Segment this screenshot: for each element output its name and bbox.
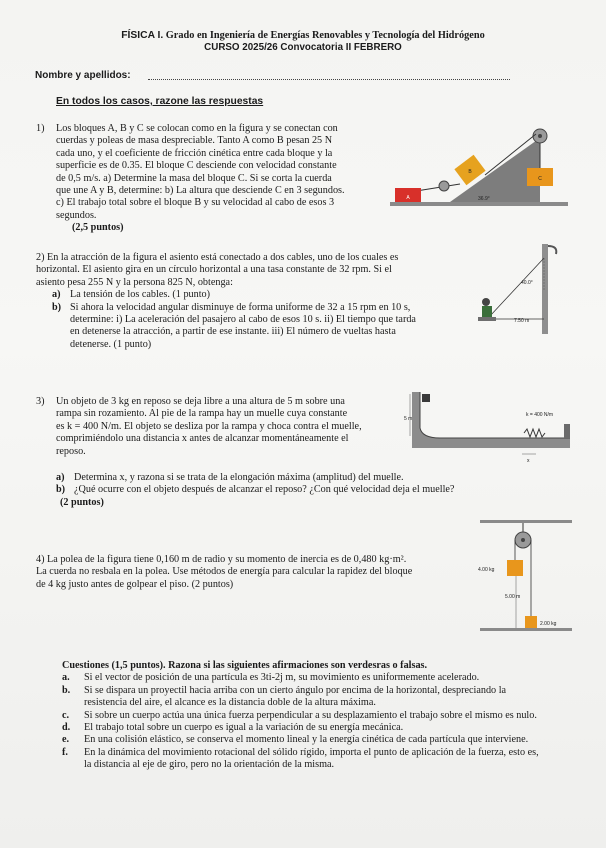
name-field-line[interactable] [148,79,510,80]
pulley-bottom [439,181,449,191]
q3-line: rampa sin rozamiento. Al pie de la rampa hay un muelle cuya constante [56,408,348,420]
q2-item-text [70,302,416,352]
q2-item-line: Si ahora la velocidad angular disminuye de forma uniforme de 32 a 15 rpm en 10 s, [70,301,411,313]
cuestion-f [62,747,592,772]
angled-cable [490,258,544,316]
cuestion-key: d. [62,722,71,734]
cuestion-line: la distancia al eje de giro, pero no la orientación de la misma. [84,759,335,771]
pole-hook [548,246,556,254]
q2-item-a [36,289,460,301]
q3-item-key: b) [56,484,66,496]
spring-coil [524,429,545,437]
q2-line: asiento pesa 255 N y la persona 825 N, obtenga: [36,276,233,288]
q2-item-key: a) [52,289,61,301]
mass1-label: 4.00 kg [478,567,495,573]
cuestion-key: f. [62,746,68,758]
pulley-axle [521,538,525,542]
cuestion-line: Si se dispara un proyectil hacia arriba con un cierto ángulo por encima de la horizontal, despreciando la [84,684,507,696]
carousel-pole [542,244,548,334]
cuestion-text: En una colisión elástico, se conserva el momento lineal y la energía cinética de cada partícula que interviene. [84,734,529,746]
q3-line: Un objeto de 3 kg en reposo se deja libre a una altura de 5 m sobre una [56,396,345,407]
q1-line: c) El trabajo total sobre el bloque B y su velocidad al cabo de esos 3 [56,197,335,209]
q3-number: 3) [36,396,45,407]
q4-line: de 4 kg justo antes de golpear el piso. (2 puntos) [36,578,234,590]
degree-name: Grado en Ingeniería de Energías Renovables y Tecnología del Hidrógeno [163,30,485,41]
rider-body [482,306,492,318]
cuestion-text: Si el vector de posición de una partícula es 3ti-2j m, su movimiento es uniformemente acelerado. [84,672,480,684]
exam-title [0,30,606,41]
q3-item-text: Determina x, y razona si se trata de la elongación máxima (amplitud) del muelle. [74,472,404,483]
dist-label: 5.00 m [505,594,521,600]
q2-item-line: en detenerse la atracción, a partir de ese instante. iii) El número de vueltas hasta [70,326,396,338]
angle-label: 36.9° [478,196,490,202]
cuestion-b [62,685,592,710]
floor [480,628,572,631]
q2-item-text: La tensión de los cables. (1 punto) [70,289,211,301]
q4-figure [476,518,576,638]
height-label: 5 m [404,416,413,422]
cuestion-line: resistencia del aire, el alcance es la distancia doble de la altura máxima. [84,697,376,709]
q3-figure [404,386,574,466]
q2-item-line: determine: i) La aceleración del pasajero al cabo de esos 10 s. ii) El tiempo que tarda [70,314,416,326]
q1-line: que une A y B, determine: b) La altura que desciende C en 3 segundos. [56,185,345,197]
q1-line: Los bloques A, B y C se colocan como en la figura y se conectan con [56,123,338,134]
pulley-top-axle [538,134,542,138]
q3-points: (2 puntos) [60,496,104,508]
q1-number: 1) [36,123,45,134]
q3-item-key: a) [56,472,65,483]
cuestion-key: c. [62,709,70,721]
course-line: CURSO 2025/26 Convocatoria II FEBRERO [204,42,402,53]
q3-body [56,396,396,458]
q3-item-a [56,472,556,484]
q4-line: La cuerda no resbala en la polea. Use métodos de energía para calcular la rapidez del bloque [36,566,413,578]
object-block [422,394,430,402]
block-2kg [525,616,537,628]
q1-figure [390,120,570,210]
mass2-label: 2.00 kg [540,621,557,627]
q2-item-b [36,302,460,352]
label-a: A [406,195,410,201]
q1-line: superficie es de 0.35. El bloque C desciende con velocidad constante [56,160,337,172]
cuestion-text: Si sobre un cuerpo actúa una única fuerza perpendicular a su desplazamiento el trabajo sobre el mismo es nulo. [84,709,537,721]
cuestion-a [62,672,592,684]
q1-line: cada uno, y el coeficiente de fricción cinética entre cada bloque y la [56,147,333,159]
rider-head [482,298,490,306]
q2-item-line: detenerse. (1 punto) [70,338,152,350]
q3-item-text: ¿Qué ocurre con el objeto después de alcanzar el reposo? ¿Con qué velocidad deja el muelle? [74,484,455,496]
q3-line: comprimiéndolo una distancia x antes de alcanzar momentáneamente el [56,433,349,445]
cuestion-c [62,710,592,722]
cuestion-d [62,722,592,734]
cuestion-text: El trabajo total sobre un cuerpo es igual a la variación de su energía mecánica. [84,722,404,734]
cuestion-key: a. [62,672,70,684]
cuestion-e [62,734,592,746]
label-c: C [538,176,542,182]
q2-figure [472,240,572,335]
cuestiones-title: Cuestiones (1,5 puntos). Razona si las siguientes afirmaciones son verdesras o falsas. [62,660,428,671]
q2-line: horizontal. El asiento gira en un círculo horizontal a una tasa constante de 32 rpm. Si el [36,264,392,276]
cuestion-key: b. [62,684,71,696]
q3-items [56,472,556,509]
cuestion-line: En la dinámica del movimiento rotacional del sólido rígido, importa el punto de aplicación de la fuerza, esto es, [84,746,539,758]
q1-points: (2,5 puntos) [72,222,124,234]
instruction-heading: En todos los casos, razone las respuestas [56,96,264,107]
subject-prefix: FÍSICA I. [121,30,164,41]
spring-constant-label: k = 400 N/m [526,412,554,418]
label-b: B [468,169,472,175]
distance-label: 7.50 m [514,318,530,324]
cuestion-text [84,685,506,710]
q1-line: segundos. [56,209,97,221]
q3-item-b [56,484,556,496]
q3-line: reposo. [56,445,86,457]
x-label: x [527,458,530,464]
cuestion-key: e. [62,734,70,746]
q3-line: es k = 400 N/m. El objeto se desliza por la rampa y choca contra el muelle, [56,420,362,432]
angle-label: 40.0° [521,280,533,286]
ceiling [480,520,572,523]
q1-line: cuerdas y poleas de masa despreciable. Tanto A como B pesan 25 N [56,135,333,147]
spring-wall [564,424,570,438]
seat [478,317,496,321]
q1-line: de 0,5 m/s. a) Determine la masa del bloque C. Si se corta la cuerda [56,172,332,184]
cuestiones-section [62,660,592,772]
cuestion-text [84,747,539,772]
q2-line: 2) En la atracción de la figura el asiento está conectado a dos cables, uno de los cuales es [36,252,399,263]
block-4kg [507,560,523,576]
name-label: Nombre y apellidos: [35,70,131,81]
floor-strip [390,202,568,206]
q1-body [56,123,374,235]
q4-body [36,554,476,591]
ramp-base [412,392,570,448]
q2-body [36,252,460,351]
q4-line: 4) La polea de la figura tiene 0,160 m de radio y su momento de inercia es de 0,480 kg·m². [36,554,407,565]
q2-item-key: b) [52,301,62,313]
